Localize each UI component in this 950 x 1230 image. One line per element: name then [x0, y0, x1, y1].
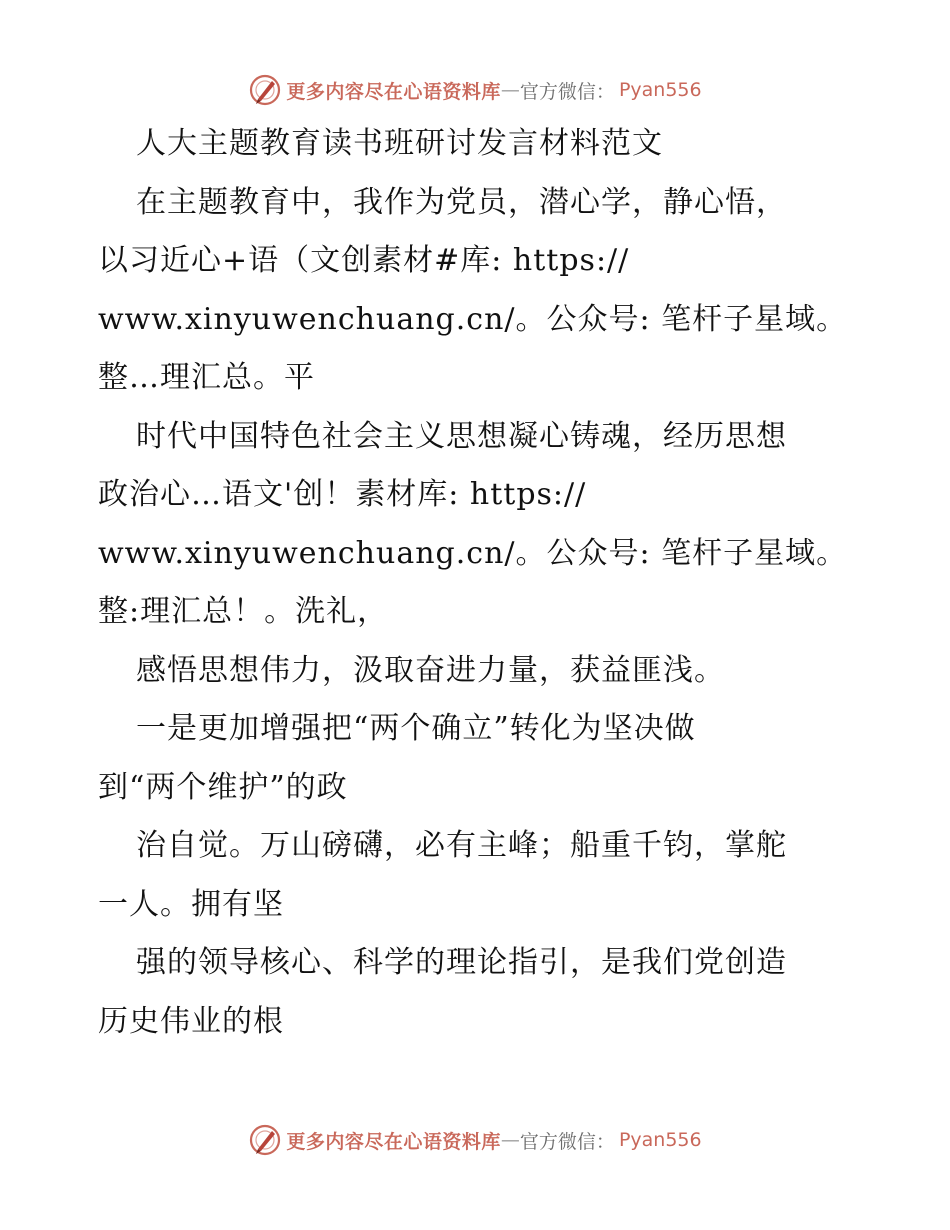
text-line: 感悟思想伟力，汲取奋进力量，获益匪浅。: [136, 652, 725, 688]
watermark-colon: ：: [595, 80, 615, 103]
watermark-colon: ：: [595, 1130, 615, 1153]
watermark-dash: —: [500, 79, 520, 101]
text-line: www.xinyuwenchuang.cn/。公众号: 笔杆子星域。: [98, 301, 848, 337]
text-line: 在主题教育中，我作为党员，潜心学，静心悟，: [136, 184, 787, 220]
watermark-wechat-id: Pyan556: [618, 1129, 702, 1151]
watermark-dash: —: [500, 1129, 520, 1151]
text-line: 整…理汇总。平: [98, 360, 315, 395]
pen-logo-icon: [248, 1123, 282, 1157]
text-line: 强的领导核心、科学的理论指引，是我们党创造: [136, 945, 787, 980]
watermark-wechat-label: 官方微信: [519, 1130, 596, 1153]
text-line: 人大主题教育读书班研讨发言材料范文: [136, 126, 663, 161]
text-line: 政治心…语文'创！素材库: https://: [98, 477, 587, 512]
text-line: 时代中国特色社会主义思想凝心铸魂，经历思想: [136, 418, 787, 454]
text-line: 一人。拥有坚: [98, 886, 284, 922]
text-line: 历史伟业的根: [98, 1003, 284, 1039]
watermark-site-name: 更多内容尽在心语资料库: [286, 1130, 501, 1153]
text-line: 以习近心+语（文创素材#库: https://: [98, 243, 630, 278]
document-body: [98, 115, 858, 1051]
text-line: 一是更加增强把“两个确立”转化为坚决做: [136, 711, 696, 746]
watermark-wechat-label: 官方微信: [519, 80, 596, 103]
footer-watermark: [0, 1120, 950, 1160]
text-line: www.xinyuwenchuang.cn/。公众号: 笔杆子星域。: [98, 535, 848, 571]
watermark-wechat-id: Pyan556: [618, 79, 702, 101]
text-line: 治自觉。万山磅礴，必有主峰；船重千钧，掌舵: [136, 828, 787, 863]
text-line: 整:理汇总！。洗礼，: [98, 594, 389, 629]
pen-logo-icon: [248, 73, 282, 107]
text-line: 到“两个维护”的政: [98, 769, 348, 805]
header-watermark: [0, 70, 950, 110]
watermark-site-name: 更多内容尽在心语资料库: [286, 80, 501, 103]
